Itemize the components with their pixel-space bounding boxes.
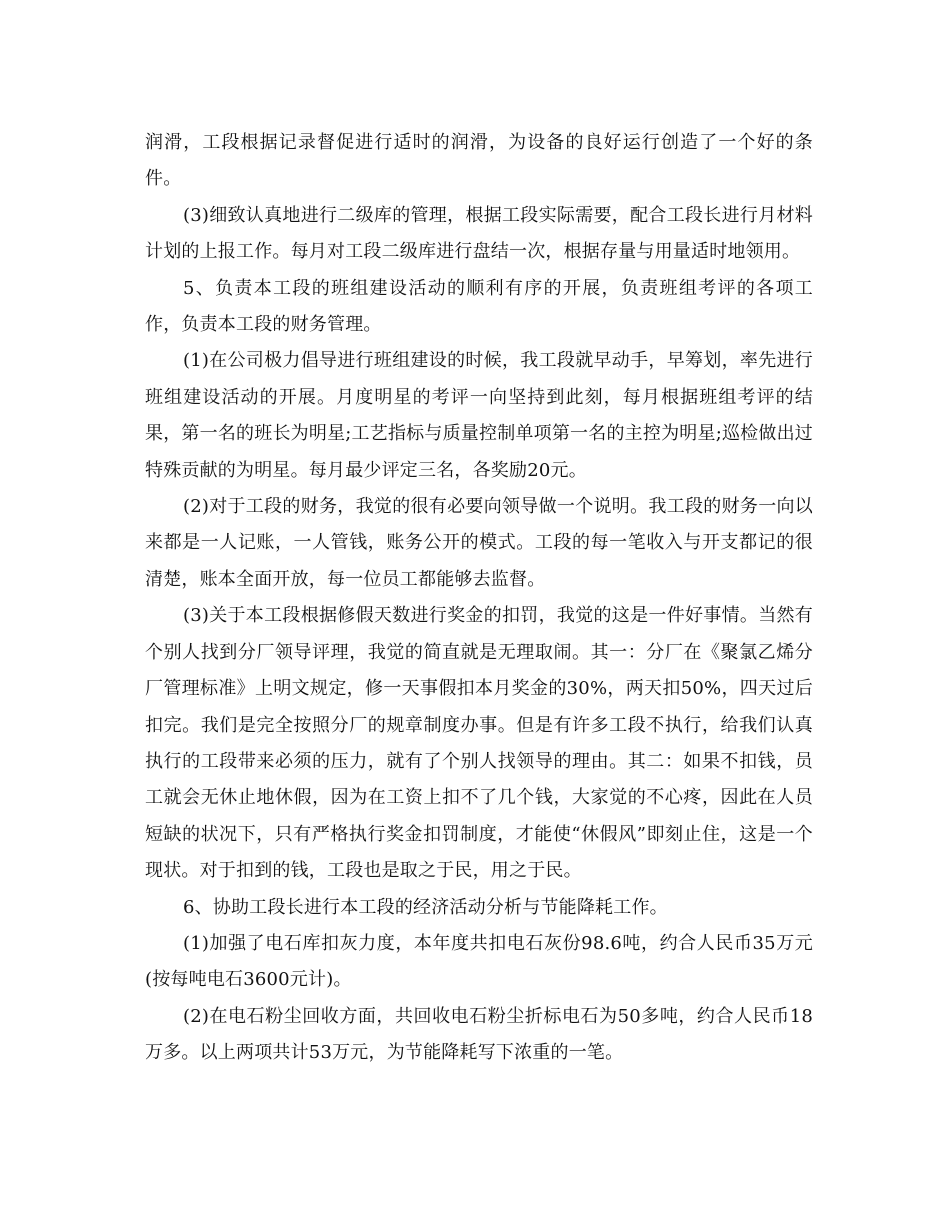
paragraph-item-5-heading: 5、负责本工段的班组建设活动的顺利有序的开展，负责班组考评的各项工作，负责本工段的财务管理。 xyxy=(145,277,813,336)
paragraph-bonus-deduction: (3)关于本工段根据修假天数进行奖金的扣罚，我觉的这是一件好事情。当然有个别人找到分厂领导评理，我觉的简直就是无理取闹。其一：分厂在《聚氯乙烯分厂管理标准》上明文规定，修一天事假扣本月奖金的30%，两天扣50%，四天过后扣完。我们是完全按照分厂的规章制度办事。但是有许多工段不执行，给我们认真执行的工段带来必须的压力，就有了个别人找领导的理由。其二：如果不扣钱，员工就会无休止地休假，因为在工资上扣不了几个钱，大家觉的不心疼，因此在人员短缺的状况下，只有严格执行奖金扣罚制度，才能使“休假风”即刻止住，这是一个现状。对于扣到的钱，工段也是取之于民，用之于民。 xyxy=(145,605,813,882)
paragraph-lubrication-continued: 润滑，工段根据记录督促进行适时的润滑，为设备的良好运行创造了一个好的条件。 xyxy=(145,132,813,190)
paragraph-carbide-ash: (1)加强了电石库扣灰力度，本年度共扣电石灰份98.6吨，约合人民币35万元(按每吨电石3600元计)。 xyxy=(145,932,813,991)
paragraph-team-building: (1)在公司极力倡导进行班组建设的时候，我工段就早动手，早筹划，率先进行班组建设活动的开展。月度明星的考评一向坚持到此刻，每月根据班组考评的结果，第一名的班长为明星;工艺指标与质量控制单项第一名的主控为明星;巡检做出过特殊贡献的为明星。每月最少评定三名，各奖励20元。 xyxy=(145,350,813,481)
paragraph-dust-recovery: (2)在电石粉尘回收方面，共回收电石粉尘折标电石为50多吨，约合人民币18万多。以上两项共计53万元，为节能降耗写下浓重的一笔。 xyxy=(145,1005,813,1064)
paragraph-secondary-warehouse: (3)细致认真地进行二级库的管理，根据工段实际需要，配合工段长进行月材料计划的上报工作。每月对工段二级库进行盘结一次，根据存量与用量适时地领用。 xyxy=(145,204,813,263)
paragraph-finance: (2)对于工段的财务，我觉的很有必要向领导做一个说明。我工段的财务一向以来都是一人记账，一人管钱，账务公开的模式。工段的每一笔收入与开支都记的很清楚，账本全面开放，每一位员工都能够去监督。 xyxy=(145,496,813,590)
paragraph-item-6-heading: 6、协助工段长进行本工段的经济活动分析与节能降耗工作。 xyxy=(183,896,668,918)
document-page xyxy=(145,125,813,1072)
